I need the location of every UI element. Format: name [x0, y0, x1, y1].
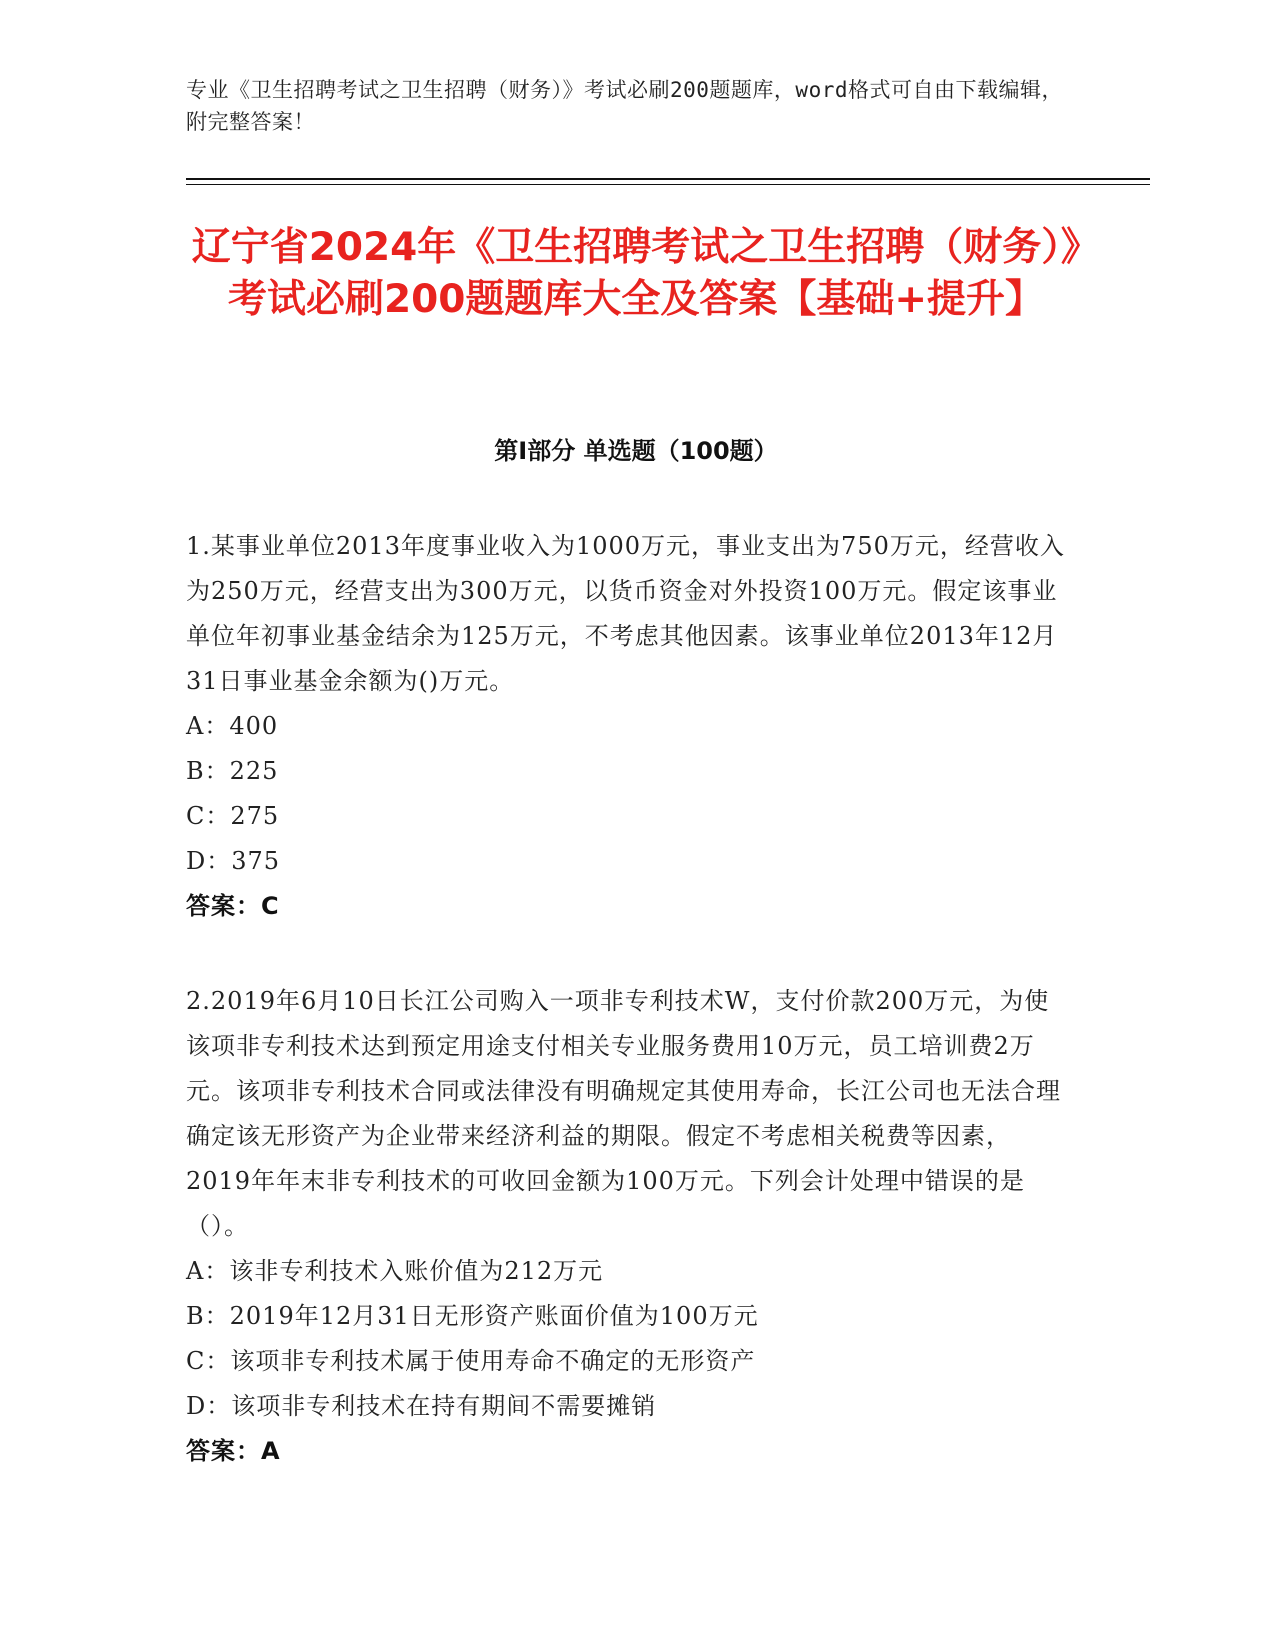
document-title: 辽宁省2024年《卫生招聘考试之卫生招聘（财务）》考试必刷200题题库大全及答案【基础+提升】 — [191, 225, 1081, 322]
option-a: A：400 — [186, 712, 279, 740]
option-b: B：2019年12月31日无形资产账面价值为100万元 — [186, 1302, 759, 1330]
question-stem: 2.2019年6月10日长江公司购入一项非专利技术W，支付价款200万元，为使该项非专利技术达到预定用途支付相关专业服务费用10万元，员工培训费2万元。该项非专利技术合同或法律没有明确规定其使用寿命，长江公司也无法合理确定该无形资产为企业带来经济利益的期限。假定不考虑相关税费等因素，2019年年末非专利技术的可收回金额为100万元。下列会计处理中错误的是（）。 — [186, 987, 1061, 1240]
section-heading: 第Ⅰ部分 单选题（100题） — [494, 437, 778, 465]
header-note: 专业《卫生招聘考试之卫生招聘（财务）》考试必刷200题题库，word格式可自由下载编辑，附完整答案！ — [186, 78, 1063, 134]
option-d: D：375 — [186, 847, 281, 875]
option-d: D：该项非专利技术在持有期间不需要摊销 — [186, 1392, 657, 1420]
option-a: A：该非专利技术入账价值为212万元 — [186, 1257, 604, 1285]
header-divider-thick — [186, 178, 1150, 180]
question-2 — [186, 979, 1066, 1474]
answer-line: 答案：A — [186, 1437, 281, 1465]
question-stem: 1.某事业单位2013年度事业收入为1000万元，事业支出为750万元，经营收入为250万元，经营支出为300万元，以货币资金对外投资100万元。假定该事业单位年初事业基金结余为125万元，不考虑其他因素。该事业单位2013年12月31日事业基金余额为()万元。 — [186, 532, 1065, 695]
option-c: C：该项非专利技术属于使用寿命不确定的无形资产 — [186, 1347, 756, 1375]
header-divider-thin — [186, 184, 1150, 185]
answer-line: 答案：C — [186, 892, 280, 920]
question-1 — [186, 524, 1066, 929]
option-c: C：275 — [186, 802, 280, 830]
option-b: B：225 — [186, 757, 279, 785]
